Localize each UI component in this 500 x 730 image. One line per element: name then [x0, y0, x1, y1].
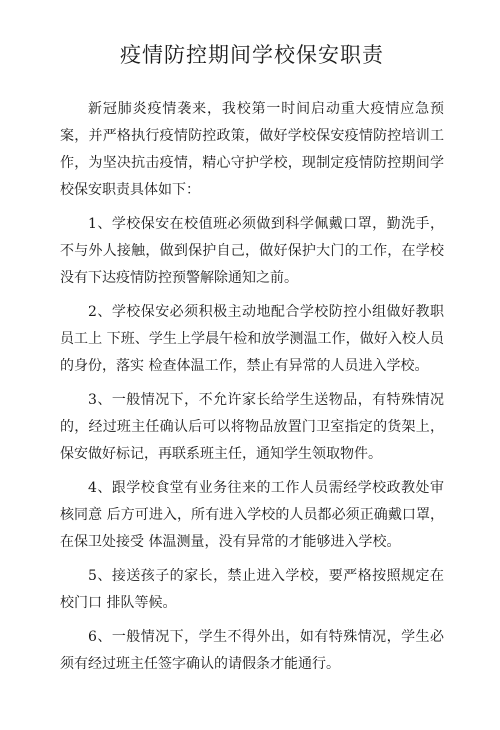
paragraph-item-6: 6、一般情况下，学生不得外出，如有特殊情况，学生必须有经过班主任签字确认的请假条才能通行。 — [60, 629, 444, 672]
paragraph-item-5: 5、接送孩子的家长，禁止进入学校，要严格按照规定在校门口 排队等候。 — [60, 568, 444, 611]
document-body — [60, 96, 444, 678]
paragraph-intro: 新冠肺炎疫情袭来，我校第一时间启动重大疫情应急预案，并严格执行疫情防控政策，做好学校保安疫情防控培训工作，为坚决抗击疫情，精心守护学校，现制定疫情防控期间学校保安职责具体如下： — [60, 101, 444, 198]
paragraph-item-2: 2、学校保安必须积极主动地配合学校防控小组做好教职员工上 下班、学生上学晨午检和放学测温工作，做好入校人员的身份，落实 检查体温工作，禁止有异常的人员进入学校。 — [60, 304, 444, 374]
paragraph-item-3: 3、一般情况下，不允许家长给学生送物品，有特殊情况的，经过班主任确认后可以将物品放置门卫室指定的货架上，保安做好标记，再联系班主任，通知学生领取物件。 — [60, 392, 444, 462]
document-title: 疫情防控期间学校保安职责 — [120, 43, 384, 67]
paragraph-item-4: 4、跟学校食堂有业务往来的工作人员需经学校政教处审核同意 后方可进入，所有进入学校的人员都必须正确戴口罩，在保卫处接受 体温测量，没有异常的才能够进入学校。 — [60, 480, 444, 550]
paragraph-item-1: 1、学校保安在校值班必须做到科学佩戴口罩，勤洗手，不与外人接触，做到保护自己，做好保护大门的工作，在学校没有下达疫情防控预警解除通知之前。 — [60, 216, 444, 286]
